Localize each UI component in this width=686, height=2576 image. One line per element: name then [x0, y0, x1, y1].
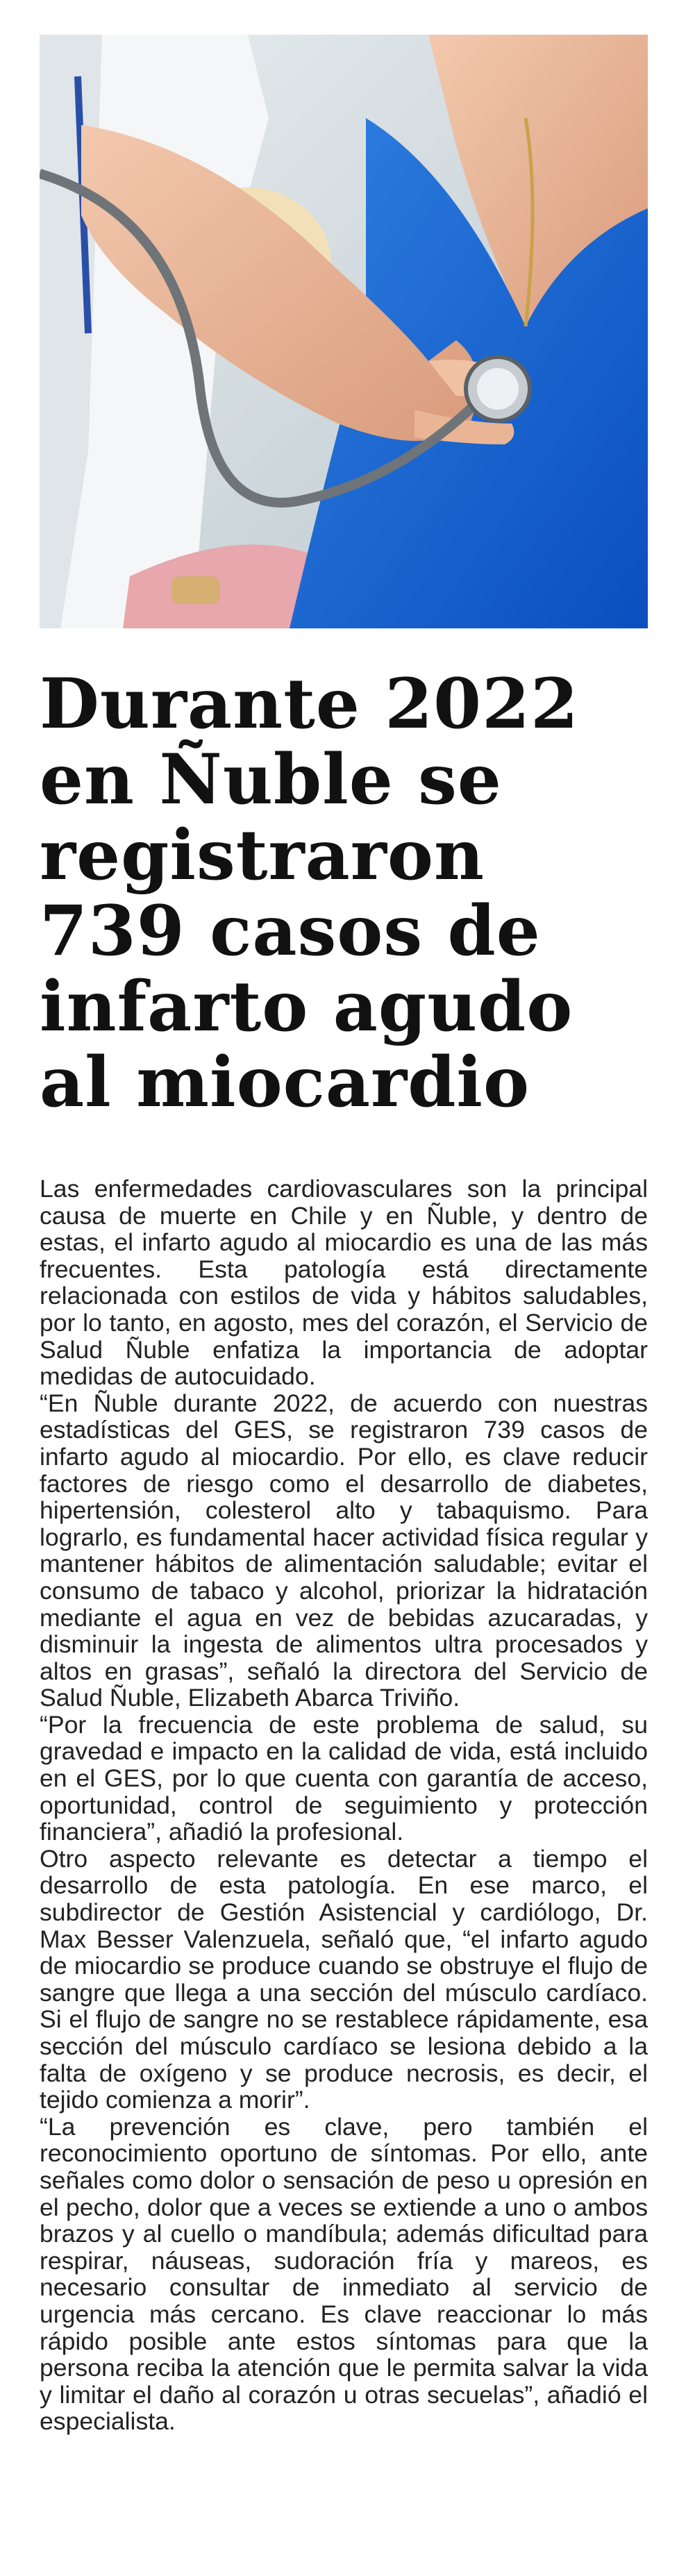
article-paragraph: “En Ñuble durante 2022, de acuerdo con nuestras estadísticas del GES, se registraron 739 casos de infarto agudo al miocardio. Por ello, es clave reducir factores de riesgo como el desarrollo de diabetes, hipertensión, colesterol alto y tabaquismo. Para lograrlo, es fundamental hacer actividad física regular y mantener hábitos de alimentación saludable; evitar el consumo de tabaco y alcohol, priorizar la hidratación mediante el agua en vez de bebidas azucaradas, y disminuir la ingesta de alimentos ultra procesados y altos en grasas”, señaló la directora del Servicio de Salud Ñuble, Elizabeth Abarca Triviño. — [40, 1389, 648, 1712]
article-paragraph: Otro aspecto relevante es detectar a tiempo el desarrollo de esta patología. En ese marco, el subdirector de Gestión Asistencial y cardiólogo, Dr. Max Besser Valenzuela, señaló que, “el infarto agudo de miocardio se produce cuando se obstruye el flujo de sangre que llega a una sección del músculo cardíaco. Si el flujo de sangre no se restablece rápidamente, esa sección del músculo cardíaco se lesiona debido a la falta de oxígeno y se produce necrosis, es decir, el tejido comienza a morir”. — [40, 1844, 648, 2114]
stethoscope-photo-illustration — [40, 35, 648, 628]
headline-line: en Ñuble se — [40, 739, 502, 820]
article-photo — [40, 35, 648, 628]
article-paragraph: Las enfermedades cardiovasculares son la principal causa de muerte en Chile y en Ñuble, y dentro de estas, el infarto agudo al miocardio es una de las más frecuentes. Esta patología está directamente relacionada con estilos de vida y hábitos saludables, por lo tanto, en agosto, mes del corazón, el Servicio de Salud Ñuble enfatiza la importancia de adoptar medidas de autocuidado. — [40, 1175, 648, 1391]
article-headline — [40, 664, 648, 1123]
article-paragraph: “La prevención es clave, pero también el reconocimiento oportuno de síntomas. Por ello, ante señales como dolor o sensación de peso u opresión en el pecho, dolor que a veces se extiende a uno o ambos brazos y al cuello o mandíbula; además dificultad para respirar, náuseas, sudoración fría y mareos, es necesario consultar de inmediato al servicio de urgencia más cercano. Es clave reaccionar lo más rápido posible ante estos síntomas para que la persona reciba la atención que le permita salvar la vida y limitar el daño al corazón u otras secuelas”, añadió el especialista. — [40, 2112, 648, 2436]
article-body — [40, 1176, 648, 2435]
headline-line: 739 casos de — [40, 891, 541, 971]
headline-line: Durante 2022 — [40, 664, 579, 744]
headline-line: registraron — [40, 815, 485, 896]
headline-line: al miocardio — [40, 1042, 530, 1123]
headline-line: infarto agudo — [40, 967, 574, 1047]
article-paragraph: “Por la frecuencia de este problema de salud, su gravedad e impacto en la calidad de vida, está incluido en el GES, por lo que cuenta con garantía de acceso, oportunidad, control de seguimiento y protección financiera”, añadió la profesional. — [40, 1710, 648, 1846]
